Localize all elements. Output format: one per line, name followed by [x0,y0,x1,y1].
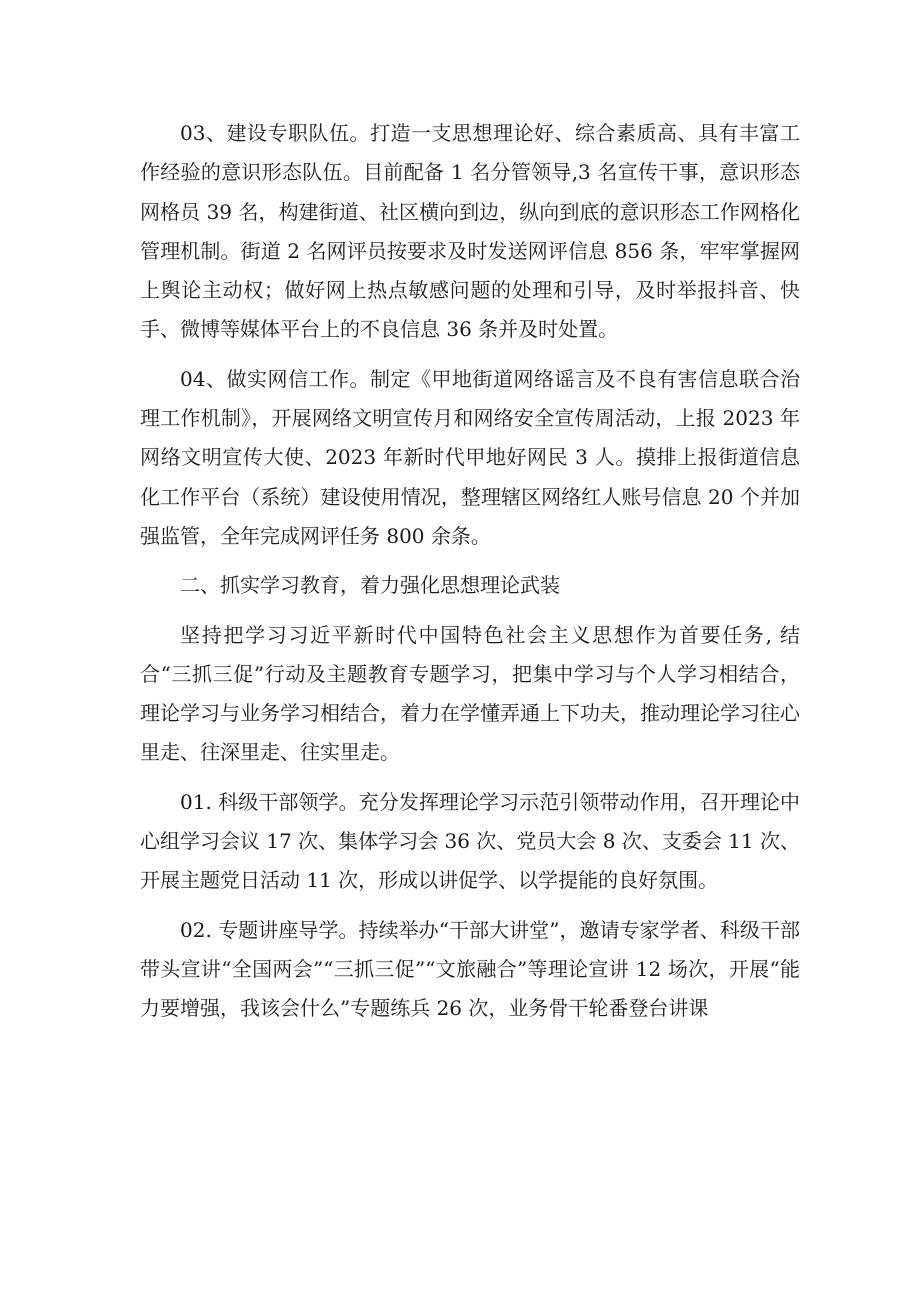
document-body [140,114,800,1039]
paragraph-lecture-guided-study: 02. 专题讲座导学。持续举办“干部大讲堂”，邀请专家学者、科级干部带头宣讲“全国两会”“三抓三促”“文旅融合”等理论宣讲 12 场次，开展“能力要增强，我该会什么”专题练兵 26 次，业务骨干轮番登台讲课 [140,917,800,1021]
paragraph-network-work: 04、做实网信工作。制定《甲地街道网络谣言及不良有害信息联合治理工作机制》，开展网络文明宣传月和网络安全宣传周活动，上报 2023 年网络文明宣传大使、2023 年新时代甲地好网民 3 人。摸排上报街道信息化工作平台（系统）建设使用情况，整理辖区网络红人账号信息 20 个并加强监管，全年完成网评任务 800 余条。 [140,366,800,548]
paragraph-study-thought: 坚持把学习习近平新时代中国特色社会主义思想作为首要任务, 结合“三抓三促”行动及主题教育专题学习，把集中学习与个人学习相结合，理论学习与业务学习相结合，着力在学懂弄通上下功夫，推动理论学习往心里走、往深里走、往实里走。 [140,622,800,765]
paragraph-cadre-leading-study: 01. 科级干部领学。充分发挥理论学习示范引领带动作用，召开理论中心组学习会议 17 次、集体学习会 36 次、党员大会 8 次、支委会 11 次、开展主题党日活动 11 次，形成以讲促学、以学提能的良好氛围。 [140,789,800,893]
paragraph-team-building: 03、建设专职队伍。打造一支思想理论好、综合素质高、具有丰富工作经验的意识形态队伍。目前配备 1 名分管领导,3 名宣传干事，意识形态网格员 39 名，构建街道、社区横向到边，纵向到底的意识形态工作网格化管理机制。街道 2 名网评员按要求及时发送网评信息 856 条，牢牢掌握网上舆论主动权；做好网上热点敏感问题的处理和引导，及时举报抖音、快手、微博等媒体平台上的不良信息 36 条并及时处置。 [140,121,800,342]
section-heading-study-education: 二、抓实学习教育，着力强化思想理论武装 [180,573,560,598]
